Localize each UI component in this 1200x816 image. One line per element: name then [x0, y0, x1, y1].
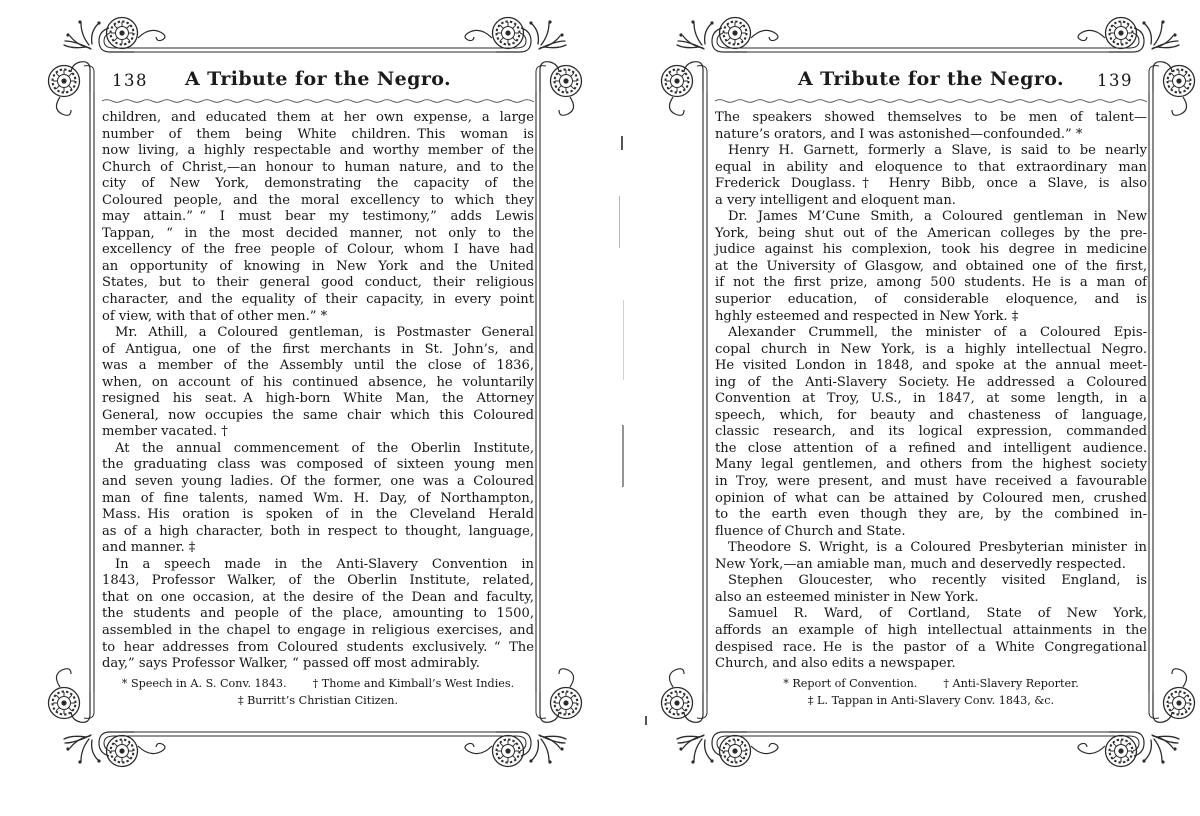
- text-line: was a member of the Assembly until the close of 1836,: [102, 358, 534, 374]
- paragraph: [102, 325, 534, 441]
- text-line: Dr. James M’Cune Smith, a Coloured gentleman in New: [728, 209, 1147, 225]
- text-line: day,” says Professor Walker, “ passed off most admirably.: [102, 656, 480, 672]
- text-line: to the earth even though they are, by the combined in-: [715, 507, 1147, 523]
- text-line: if not the first prize, among 500 students. He is a man of: [715, 275, 1147, 291]
- text-line: nature’s orators, and I was astonished—confounded.” *: [715, 126, 1083, 142]
- footnote-row: [102, 693, 534, 710]
- text-line: judice against his complexion, took his degree in medicine: [715, 242, 1147, 258]
- text-line: Many legal gentlemen, and others from the highest society: [715, 457, 1147, 473]
- wavy-rule: [715, 98, 1147, 104]
- text-line: Coloured people, and the moral excellency to which they: [102, 192, 534, 208]
- footnote: ‡ L. Tappan in Anti-Slavery Conv. 1843, &c.: [807, 693, 1055, 707]
- text-line: In a speech made in the Anti-Slavery Convention in: [115, 556, 534, 572]
- text-line: city of New York, demonstrating the capacity of the: [102, 176, 534, 192]
- scan-speck: [645, 716, 647, 725]
- text-line: At the annual commencement of the Oberlin Institute,: [115, 440, 534, 456]
- text-line: the graduating class was composed of sixteen young men: [102, 457, 534, 473]
- text-line: affords an example of high intellectual attainments in the: [715, 622, 1147, 638]
- text-line: member vacated. †: [102, 424, 228, 440]
- text-line: Frederick Douglass.† Henry Bibb, once a Slave, is also: [715, 176, 1147, 192]
- text-line: the students and people of the place, amounting to 1500,: [102, 606, 534, 622]
- text-line: He visited London in 1848, and spoke at the annual meet-: [715, 358, 1147, 374]
- scan-speck: [623, 300, 624, 380]
- paragraph: [715, 606, 1147, 672]
- text-line: children, and educated them at her own expense, a large: [102, 110, 534, 125]
- book-page-left: [38, 8, 598, 808]
- text-line: New York,—an amiable man, much and deservedly respected.: [715, 556, 1126, 572]
- paragraph: [715, 573, 1147, 606]
- running-head: [102, 68, 534, 98]
- page-number: 139: [1097, 71, 1133, 90]
- text-line: also an esteemed minister in New York.: [715, 589, 979, 605]
- book-page-right: [651, 8, 1200, 808]
- paragraph: [715, 540, 1147, 573]
- paragraph: [715, 325, 1147, 540]
- text-line: assembled in the chapel to engage in religious exercises, and: [102, 622, 534, 638]
- text-line: Alexander Crummell, the minister of a Coloured Epis-: [728, 325, 1147, 341]
- text-line: and manner. ‡: [102, 540, 196, 556]
- text-line: may attain.” “ I must bear my testimony,” adds Lewis: [102, 209, 534, 225]
- footnote-row: [102, 676, 534, 693]
- text-line: Mr. Athill, a Coloured gentleman, is Postmaster General: [115, 325, 534, 341]
- text-line: Theodore S. Wright, is a Coloured Presbyterian minister in: [728, 540, 1147, 556]
- footnote-row: [715, 693, 1147, 710]
- text-line: at the University of Glasgow, and obtained one of the first,: [715, 258, 1147, 274]
- scan-speck: [622, 425, 624, 487]
- text-line: York, being shut out of the American colleges by the pre-: [715, 225, 1147, 241]
- text-line: Mass. His oration is spoken of in the Cleveland Herald: [102, 507, 534, 523]
- text-line: as of a high character, both in respect to thought, language,: [102, 523, 534, 539]
- text-line: superior education, of considerable eloquence, and is: [715, 292, 1147, 308]
- paragraph: [715, 110, 1147, 143]
- text-line: Church of Christ,—an honour to human nature, and to the: [102, 159, 534, 175]
- page-number: 138: [112, 71, 148, 90]
- text-line: resigned his seat. A high-born White Man, the Attorney: [102, 391, 534, 407]
- footnote: † Thome and Kimball’s West Indies.: [312, 677, 515, 690]
- text-line: an opportunity of knowing in New York and the United: [102, 258, 534, 274]
- paragraph: [102, 110, 534, 325]
- page-body: [715, 110, 1147, 673]
- footnote: * Speech in A. S. Conv. 1843.: [121, 677, 287, 690]
- text-line: hghly esteemed and respected in New York. ‡: [715, 308, 1019, 324]
- text-line: Henry H. Garnett, formerly a Slave, is said to be nearly: [728, 143, 1147, 159]
- wavy-rule: [102, 98, 534, 104]
- running-head: [715, 68, 1147, 98]
- scan-speck: [621, 136, 623, 150]
- text-line: 1843, Professor Walker, of the Oberlin Institute, related,: [102, 573, 534, 589]
- text-line: speech, which, for beauty and chasteness of language,: [715, 407, 1147, 423]
- text-line: ing of the Anti-Slavery Society. He addressed a Coloured: [715, 374, 1147, 390]
- text-line: equal in ability and eloquence to that extraordinary man: [715, 159, 1147, 175]
- footnote: * Report of Convention.: [783, 677, 918, 690]
- text-line: a very intelligent and eloquent man.: [715, 192, 956, 208]
- paragraph: [102, 557, 534, 673]
- text-line: Tappan, “ in the most decided manner, not only to the: [102, 225, 534, 241]
- text-line: classic research, and its logical expression, commanded: [715, 424, 1147, 440]
- footnote-row: [715, 676, 1147, 693]
- running-title: A Tribute for the Negro.: [185, 68, 451, 90]
- text-line: The speakers showed themselves to be men of talent—: [715, 110, 1147, 125]
- paragraph: [715, 209, 1147, 325]
- text-line: fluence of Church and State.: [715, 523, 906, 539]
- text-line: in Troy, were present, and must have received a favourable: [715, 474, 1147, 490]
- text-line: Convention at Troy, U.S., in 1847, at some length, in a: [715, 391, 1147, 407]
- scan-speck: [619, 196, 620, 248]
- text-line: excellency of the free people of Colour, whom I have had: [102, 242, 534, 258]
- text-line: of Antigua, one of the first merchants in St. John’s, and: [102, 341, 534, 357]
- text-line: of view, with that of other men.” *: [102, 308, 328, 324]
- text-line: Samuel R. Ward, of Cortland, State of New York,: [728, 606, 1147, 622]
- page-body: [102, 110, 534, 673]
- footnotes: [102, 676, 534, 709]
- text-line: General, now occupies the same chair which this Coloured: [102, 407, 534, 423]
- text-line: despised race. He is the pastor of a White Congregational: [715, 639, 1147, 655]
- text-line: Church, and also edits a newspaper.: [715, 656, 956, 672]
- paragraph: [102, 441, 534, 557]
- text-line: to hear addresses from Coloured students exclusively. “ The: [102, 639, 534, 655]
- paragraph: [715, 143, 1147, 209]
- text-line: and seven young ladies. Of the former, one was a Coloured: [102, 474, 534, 490]
- running-title: A Tribute for the Negro.: [798, 68, 1064, 90]
- footnote: † Anti-Slavery Reporter.: [943, 677, 1079, 690]
- footnotes: [715, 676, 1147, 709]
- text-line: the close attention of a refined and intelligent audience.: [715, 440, 1147, 456]
- text-line: that on one occasion, at the desire of the Dean and faculty,: [102, 589, 534, 605]
- text-line: opinion of what can be attained by Coloured men, crushed: [715, 490, 1147, 506]
- text-line: number of them being White children. This woman is: [102, 126, 534, 142]
- text-line: States, but to their general good conduct, their religious: [102, 275, 534, 291]
- text-line: Stephen Gloucester, who recently visited England, is: [728, 573, 1147, 589]
- footnote: ‡ Burritt’s Christian Citizen.: [237, 693, 399, 707]
- text-line: man of fine talents, named Wm. H. Day, of Northampton,: [102, 490, 534, 506]
- text-line: when, on account of his continued absence, he voluntarily: [102, 374, 534, 390]
- text-line: character, and the equality of their capacity, in every point: [102, 292, 534, 308]
- text-line: now living, a highly respectable and worthy member of the: [102, 143, 534, 159]
- text-line: copal church in New York, is a highly intellectual Negro.: [715, 341, 1147, 357]
